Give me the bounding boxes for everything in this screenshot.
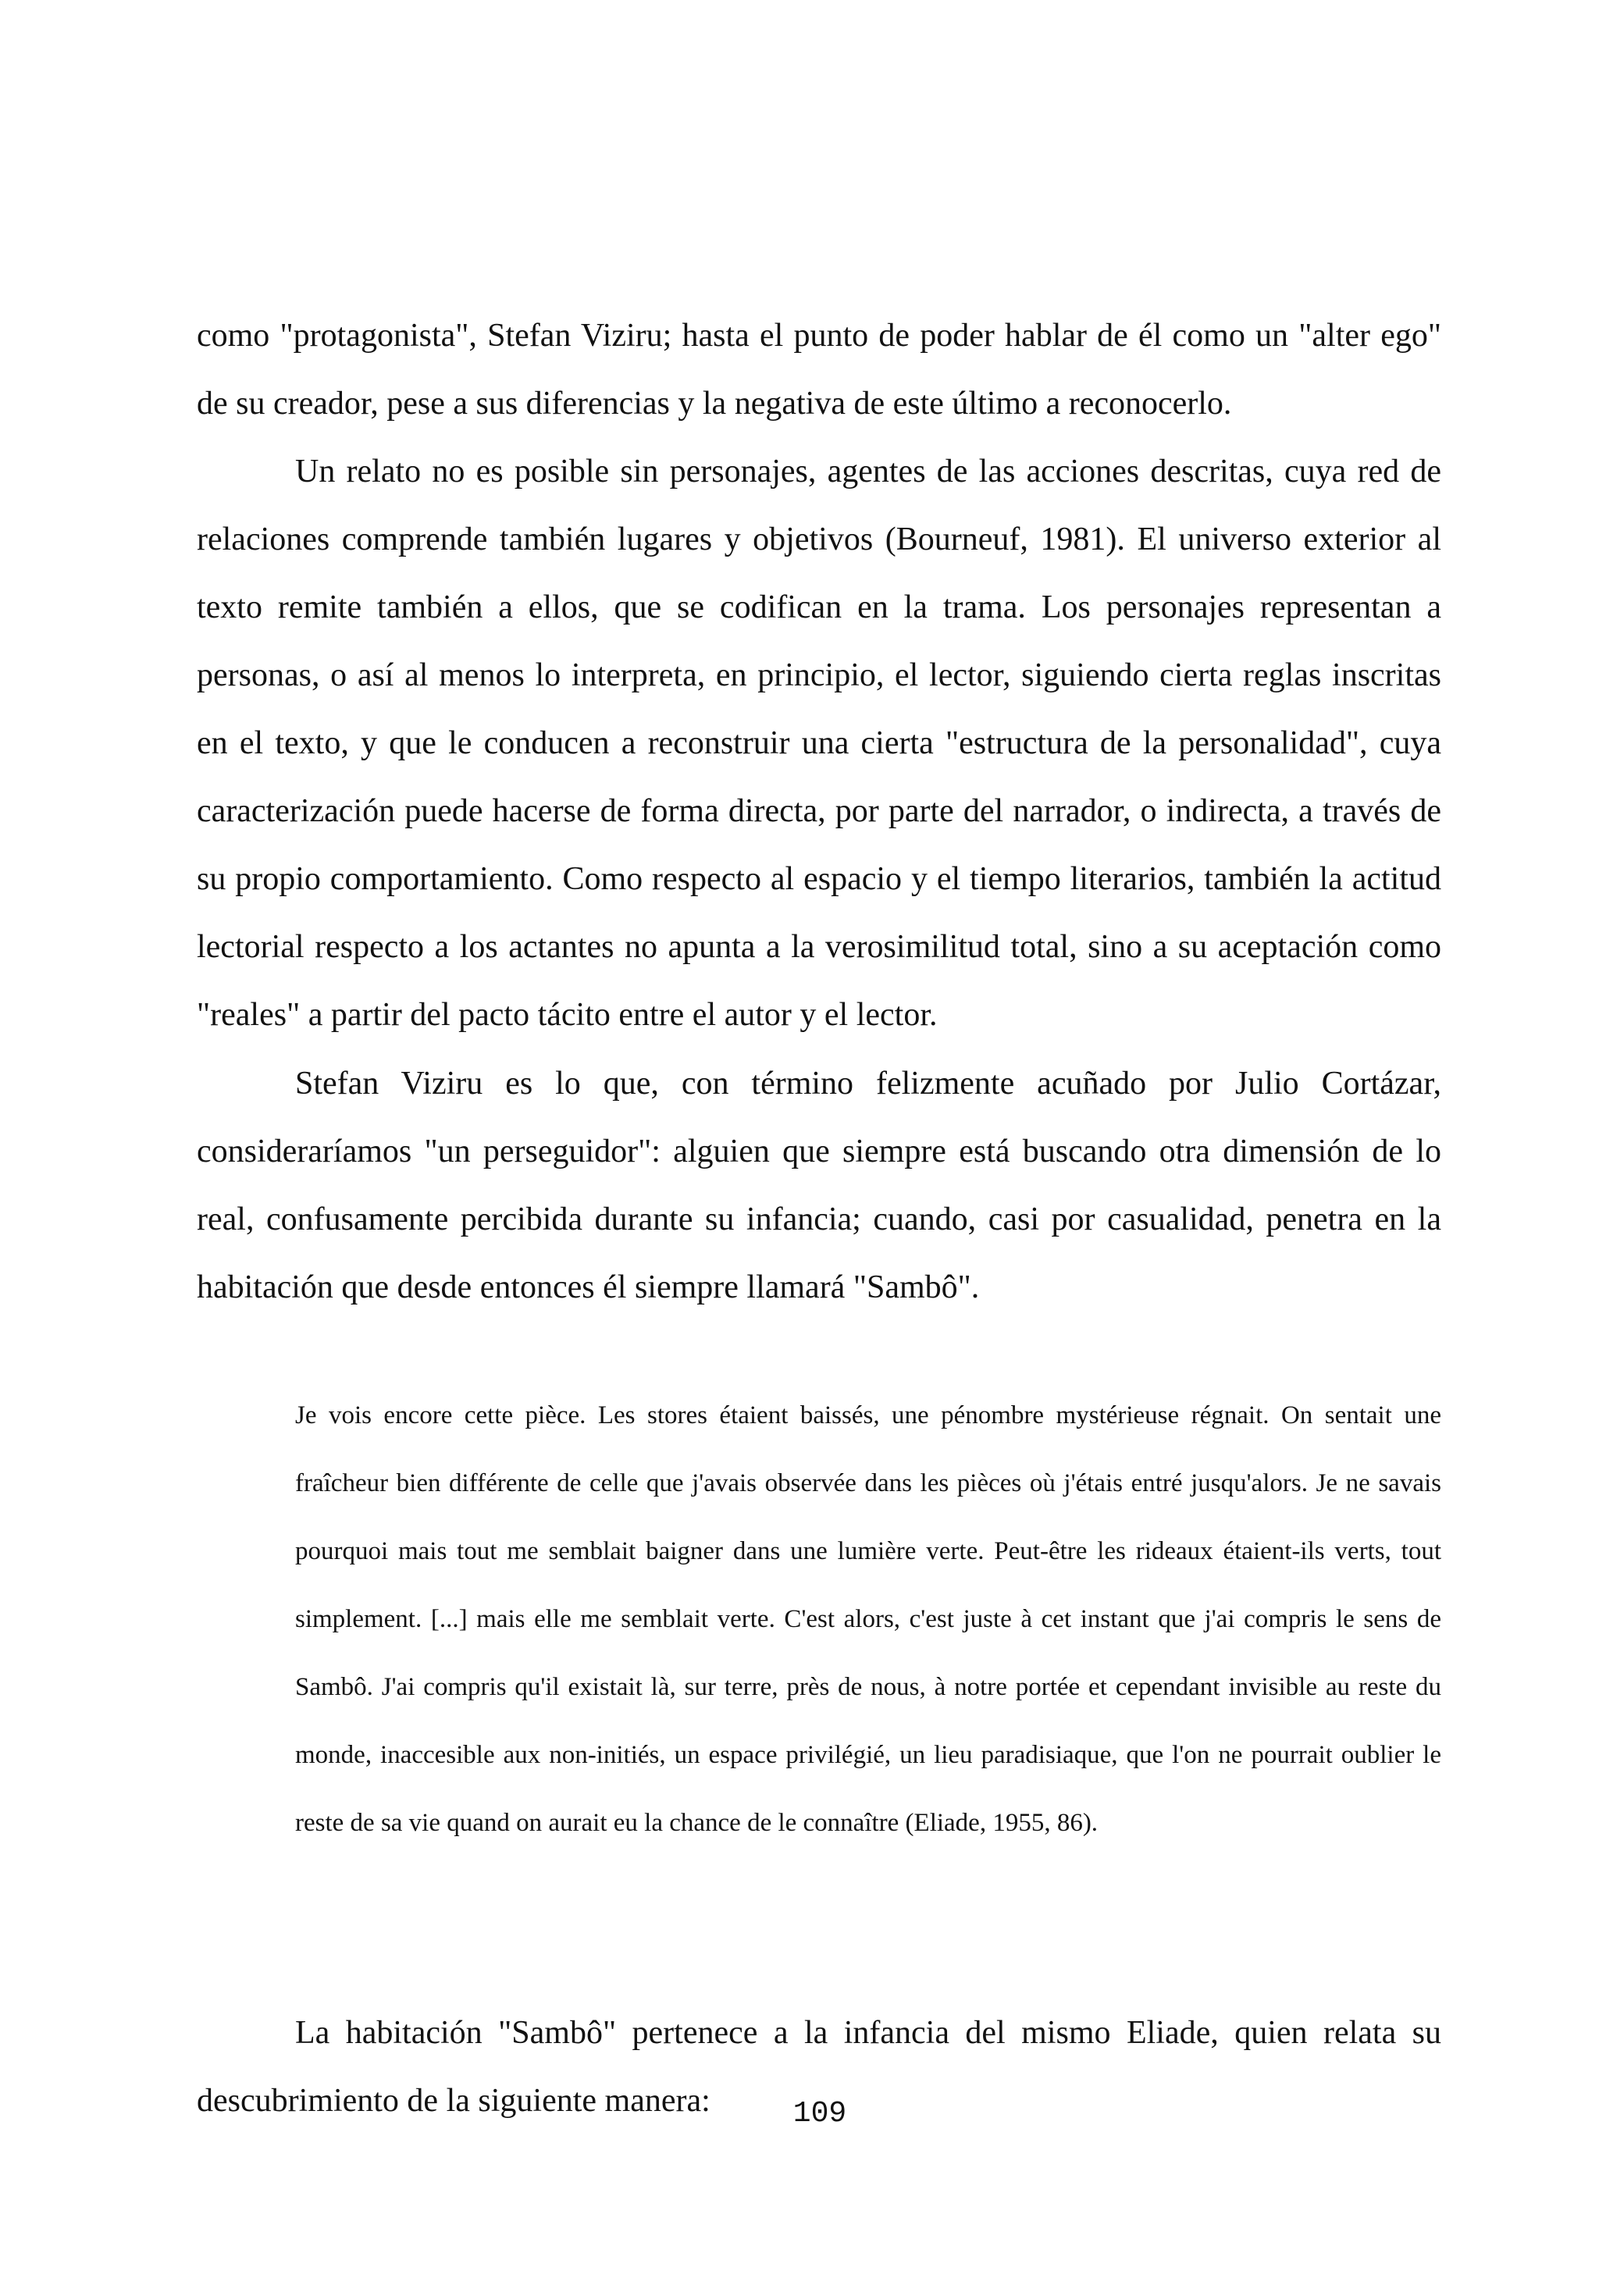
body-paragraph-4: La habitación "Sambô" pertenece a la infancia del mismo Eliade, quien relata su descubrimiento de la siguiente manera: — [197, 2015, 1441, 2119]
body-paragraph-1: como "protagonista", Stefan Viziru; hasta el punto de poder hablar de él como un "alter ego" de su creador, pese a sus diferencias y la negativa de este último a reconocerlo. — [197, 318, 1441, 422]
page-number: 109 — [792, 2097, 847, 2130]
body-paragraph-3: Stefan Viziru es lo que, con término felizmente acuñado por Julio Cortázar, consideraríamos "un perseguidor": alguien que siempre está buscando otra dimensión de lo real, confusamente percibida durante su infancia; cuando, casi por casualidad, penetra en la habitación que desde entonces él siempre llamará "Sambô". — [197, 1066, 1441, 1305]
block-quote: Je vois encore cette pièce. Les stores étaient baissés, une pénombre mystérieuse régnait. On sentait une fraîcheur bien différente de celle que j'avais observée dans les pièces où j'étais entré jusqu'alors. Je ne savais pourquoi mais tout me semblait baigner dans une lumière verte. Peut-être les rideaux étaient-ils verts, tout simplement. [...] mais elle me semblait verte. C'est alors, c'est juste à cet instant que j'ai compris le sens de Sambô. J'ai compris qu'il existait là, sur terre, près de nous, à notre portée et cependant invisible au reste du monde, inaccesible aux non-initiés, un espace privilégié, un lieu paradisiaque, que l'on ne pourrait oublier le reste de sa vie quand on aurait eu la chance de le connaître (Eliade, 1955, 86). — [295, 1401, 1441, 1837]
body-paragraph-2: Un relato no es posible sin personajes, agentes de las acciones descritas, cuya red de relaciones comprende también lugares y objetivos (Bourneuf, 1981). El universo exterior al texto remite también a ellos, que se codifican en la trama. Los personajes representan a personas, o así al menos lo interpreta, en principio, el lector, siguiendo cierta reglas inscritas en el texto, y que le conducen a reconstruir una cierta "estructura de la personalidad", cuya caracterización puede hacerse de forma directa, por parte del narrador, o indirecta, a través de su propio comportamiento. Como respecto al espacio y el tiempo literarios, también la actitud lectorial respecto a los actantes no apunta a la verosimilitud total, sino a su aceptación como "reales" a partir del pacto tácito entre el autor y el lector. — [197, 454, 1441, 1033]
